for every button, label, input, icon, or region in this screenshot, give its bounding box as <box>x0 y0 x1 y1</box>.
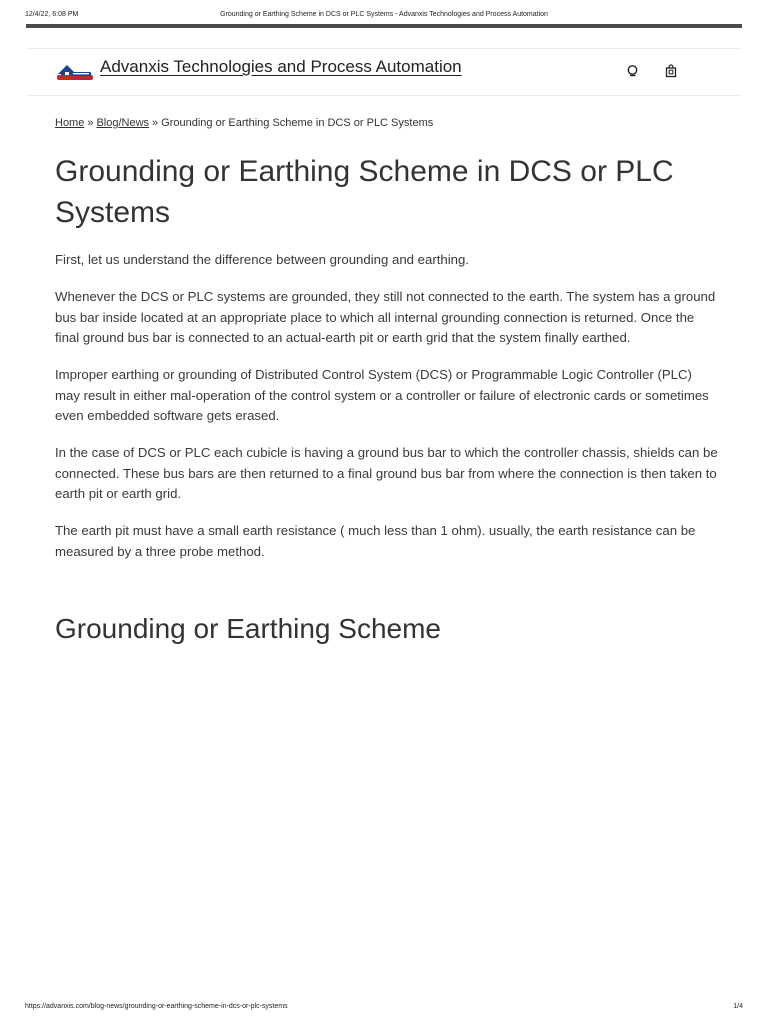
breadcrumb-separator: » <box>152 117 159 129</box>
article-paragraph: Improper earthing or grounding of Distributed Control System (DCS) or Programmable Logic Controller (PLC) may result in either mal-operation of the control system or a controller or failure of electronic cards or sometimes even embedded software gets erased. <box>55 367 709 423</box>
breadcrumb-home-link[interactable]: Home <box>55 117 85 129</box>
page-title: Grounding or Earthing Scheme in DCS or PLC Systems <box>55 155 674 229</box>
article-paragraph: First, let us understand the difference between grounding and earthing. <box>55 252 469 267</box>
print-header <box>0 10 768 22</box>
shopping-bag-icon[interactable] <box>664 64 678 78</box>
article-paragraph: The earth pit must have a small earth resistance ( much less than 1 ohm). usually, the earth resistance can be measured by a three probe method. <box>55 523 696 559</box>
top-bar <box>26 24 742 28</box>
search-icon[interactable] <box>626 64 640 78</box>
section-heading: Grounding or Earthing Scheme <box>55 613 441 644</box>
print-page-title: Grounding or Earthing Scheme in DCS or PLC Systems - Advanxis Technologies and Process Automation <box>220 11 548 18</box>
article-paragraph: Whenever the DCS or PLC systems are grounded, they still not connected to the earth. The system has a ground bus bar inside located at an appropriate place to which all internal grounding connection is returned. Once the final ground bus bar is connected to an actual-earth pit or earth grid that the system finally earthed. <box>55 289 716 345</box>
print-url: https://advanxis.com/blog-news/grounding-or-earthing-scheme-in-dcs-or-plc-systems <box>25 1003 288 1010</box>
breadcrumb <box>55 117 433 129</box>
breadcrumb-blog-link[interactable]: Blog/News <box>96 117 150 129</box>
company-logo-icon[interactable] <box>55 62 95 82</box>
article-paragraph: In the case of DCS or PLC each cubicle is having a ground bus bar to which the controller chassis, shields can be connected. These bus bars are then returned to a final ground bus bar from where the connection is then taken to earth pit or earth grid. <box>55 445 718 501</box>
breadcrumb-separator: » <box>87 117 94 129</box>
breadcrumb-current: Grounding or Earthing Scheme in DCS or PLC Systems <box>161 117 434 129</box>
print-date: 12/4/22, 6:08 PM <box>25 11 79 18</box>
site-title-link[interactable]: Advanxis Technologies and Process Automation <box>100 57 462 76</box>
site-header <box>26 48 742 96</box>
article-content <box>55 250 720 579</box>
print-footer <box>0 1002 768 1014</box>
print-page-number: 1/4 <box>733 1003 743 1010</box>
